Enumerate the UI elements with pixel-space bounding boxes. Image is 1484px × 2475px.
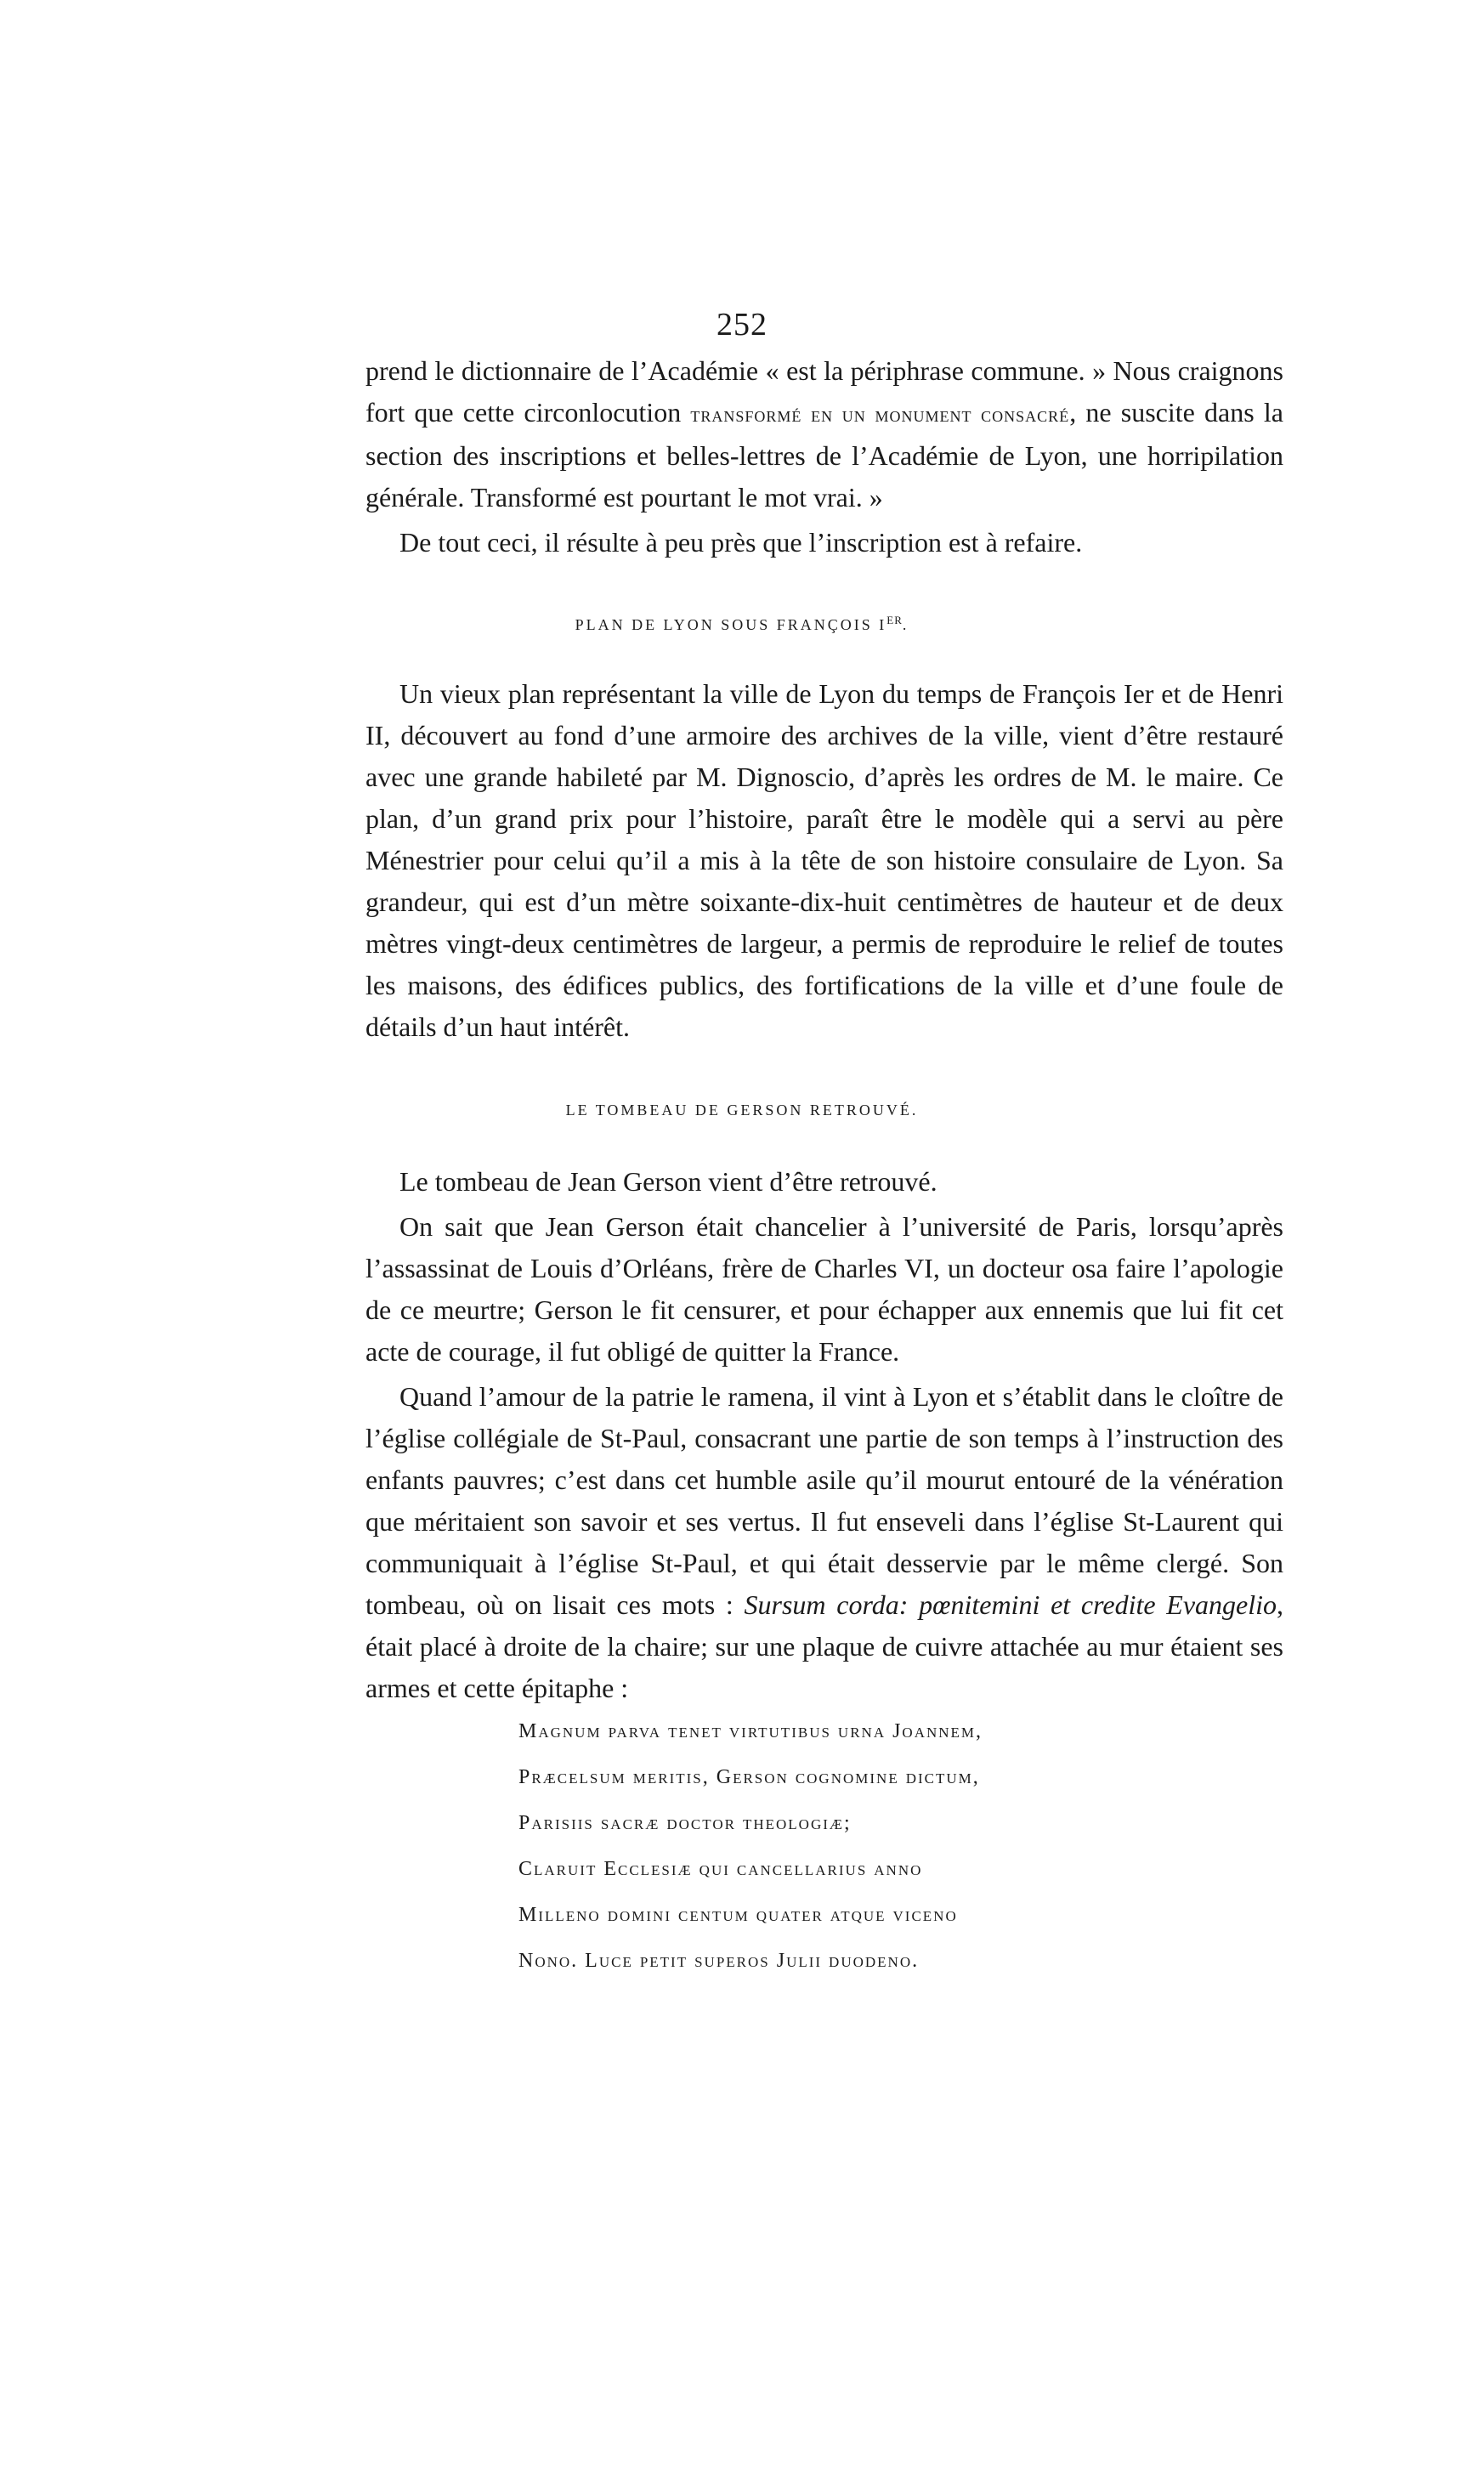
paragraph-lyon — [365, 1376, 1283, 1709]
epitaph-line: Claruit Ecclesiæ qui cancellarius anno — [518, 1858, 923, 1880]
text-run: Quand l’amour de la patrie le ramena, il vint à Lyon et s’établit dans le cloître de l’église collégiale de St-Paul, consacrant une partie de son temps à l’instruction des enfants pauvres; c’est dans cet humble asile qu’il mourut entouré de la vénération que méritaient son savoir et ses vertus. Il fut enseveli dans l’église St-Laurent qui communiquait à l’église St-Paul, et qui était desservie par le même clergé. Son tombeau, où on lisait ces mots : — [365, 1381, 1283, 1620]
heading-text: PLAN DE LYON SOUS FRANÇOIS I — [575, 616, 887, 633]
epitaph-line: Nono. Luce petit superos Julii duodeno. — [518, 1950, 920, 1972]
heading-superscript: ER — [886, 614, 903, 626]
page-number: 252 — [717, 307, 767, 343]
paragraph-gerson: On sait que Jean Gerson était chancelier à l’université de Paris, lorsqu’après l’assassinat de Louis d’Orléans, frère de Charles VI, un docteur osa faire l’apologie de ce meurtre; Gerson le fit censurer, et pour échapper aux ennemis que lui fit cet acte de courage, il fut obligé de quitter la France. — [365, 1211, 1283, 1367]
text-run: , était placé à droite de la chaire; sur une plaque de cuivre attachée au mur étaient ses armes et cette épitaphe : — [365, 1589, 1284, 1703]
epitaph-line: Præcelsum meritis, Gerson cognomine dictum, — [518, 1766, 980, 1788]
paragraph-conclusion: De tout ceci, il résulte à peu près que l’inscription est à refaire. — [399, 527, 1083, 558]
text-run: prend le dictionnaire de l’Académie « est la périphrase commune. » Nous craignons fort que cette circonlocution — [365, 355, 1283, 428]
tombeau-block — [365, 1161, 1283, 1713]
paragraph-retrouve: Le tombeau de Jean Gerson vient d’être retrouvé. — [399, 1166, 937, 1197]
intro-block — [365, 350, 1283, 567]
epitaph-line: Milleno domini centum quater atque viceno — [518, 1904, 958, 1926]
epitaph — [518, 1708, 1283, 1984]
epitaph-line: Magnum parva tenet virtutibus urna Joannem, — [518, 1720, 983, 1742]
text-run: , ne suscite dans la section des inscriptions et belles-lettres de l’Académie de Lyon, une horripilation générale. Transformé est pourtant le mot vrai. » — [365, 397, 1283, 513]
heading-end: . — [902, 616, 909, 633]
plan-block — [365, 673, 1283, 1051]
epitaph-line: Parisiis sacræ doctor theologiæ; — [518, 1812, 852, 1834]
small-caps-run: transformé en un monument consacré — [690, 402, 1070, 427]
section-heading-tombeau: LE TOMBEAU DE GERSON RETROUVÉ. — [565, 1102, 919, 1119]
section-heading-plan — [0, 614, 1484, 634]
paragraph-plan: Un vieux plan représentant la ville de Lyon du temps de François Ier et de Henri II, découvert au fond d’une armoire des archives de la ville, vient d’être restauré avec une grande habileté par M. Dignoscio, d’après les ordres de M. le maire. Ce plan, d’un grand prix pour l’histoire, paraît être le modèle qui a servi au père Ménestrier pour celui qu’il a mis à la tête de son histoire consulaire de Lyon. Sa grandeur, qui est d’un mètre soixante-dix-huit centimètres de hauteur et de deux mètres vingt-deux centimètres de largeur, a permis de reproduire le relief de toutes les maisons, des édifices publics, des fortifications de la ville et d’une foule de détails d’un haut intérêt. — [365, 678, 1283, 1042]
italic-run: Sursum corda: pœnitemini et credite Evangelio — [744, 1589, 1277, 1620]
paragraph-closing-quote — [365, 350, 1283, 518]
